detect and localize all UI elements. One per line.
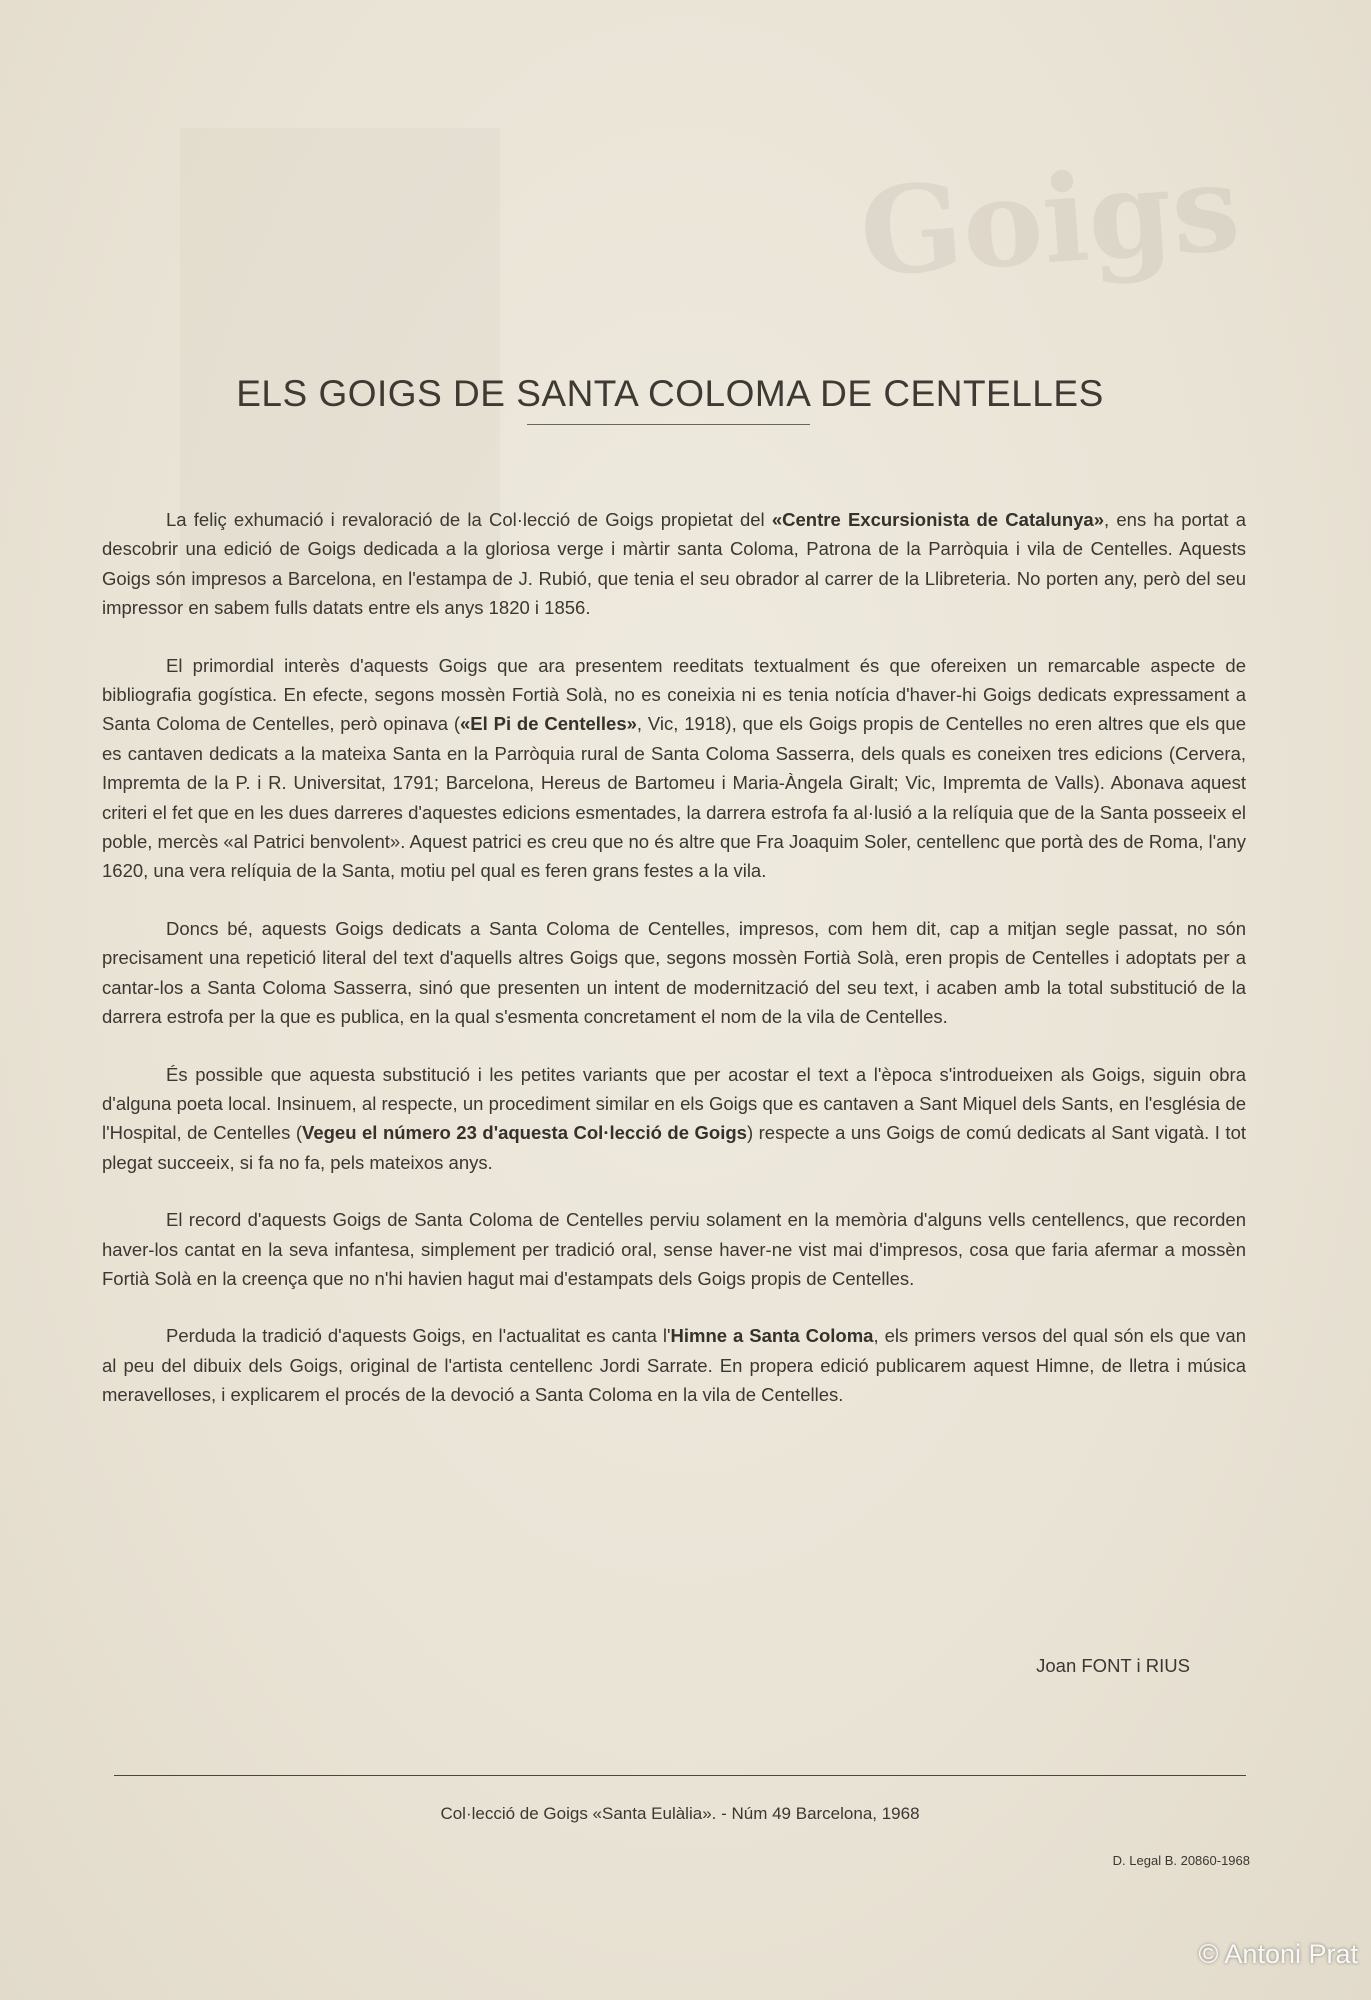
- author-signature: Joan FONT i RIUS: [1036, 1655, 1190, 1676]
- body-paragraph: [102, 651, 1246, 886]
- paragraph-text: Doncs bé, aquests Goigs dedicats a Santa Coloma de Centelles, impresos, com hem dit, cap a mitjan segle passat, no són precisament una repetició literal del text d'aquells altres Goigs que, segons mossèn Fortià Solà, eren propis de Centelles i adoptats per a cantar-los a Santa Coloma Sasserra, sinó que presenten un intent de modernització del seu text, i acaben amb la total substitució de la darrera estrofa per la que es publica, en la qual s'esmenta concretament el nom de la vila de Centelles.: [102, 917, 1246, 1028]
- document-body: [102, 505, 1246, 1438]
- title-divider: [527, 424, 810, 425]
- document-title: ELS GOIGS DE SANTA COLOMA DE CENTELLES: [236, 372, 1104, 414]
- paragraph-text: ) respecte a uns Goigs de comú dedicats al Sant vigatà. I tot plegat succeeix, si fa no fa, pels mateixos anys.: [102, 1122, 1246, 1173]
- copyright-watermark: © Antoni Prat: [1198, 1939, 1358, 1969]
- paragraph-text: , els primers versos del qual són els que van al peu del dibuix dels Goigs, original de l'artista centellenc Jordi Sarrate. En propera edició publicarem aquest Himne, de lletra i música meravelloses, i explicarem el procés de la devoció a Santa Coloma en la vila de Centelles.: [102, 1325, 1247, 1406]
- legal-deposit: D. Legal B. 20860-1968: [1112, 1853, 1250, 1868]
- paragraph-text: La feliç exhumació i revaloració de la Col·lecció de Goigs propietat del: [166, 509, 772, 530]
- body-paragraph: [102, 1060, 1246, 1178]
- paragraph-text: , Vic, 1918), que els Goigs propis de Centelles no eren altres que els que es cantaven dedicats a la mateixa Santa en la Parròquia rural de Santa Coloma Sasserra, dels quals es coneixen tres edicions (Cervera, Impremta de la P. i R. Universitat, 1791; Barcelona, Hereus de Bartomeu i Maria-Àngela Giralt; Vic, Impremta de Valls). Abonava aquest criteri el fet que en les dues darreres d'aquestes edicions esmentades, la darrera estrofa fa al·lusió a la relíquia que de la Santa posseeix el poble, mercès «al Patrici benvolent». Aquest patrici es creu que no és altre que Fra Joaquim Soler, centellenc que portà des de Roma, l'any 1620, una vera relíquia de la Santa, motiu pel qual es feren grans festes a la vila.: [102, 713, 1246, 882]
- body-paragraph: [102, 505, 1246, 623]
- body-paragraph: [102, 1321, 1246, 1409]
- bold-reference: «El Pi de Centelles»: [460, 713, 637, 735]
- bold-reference: Vegeu el número 23 d'aquesta Col·lecció de Goigs: [302, 1122, 747, 1144]
- body-paragraph: [102, 914, 1246, 1032]
- bold-reference: «Centre Excursionista de Catalunya»: [771, 509, 1105, 530]
- paragraph-text: El record d'aquests Goigs de Santa Coloma de Centelles perviu solament en la memòria d'alguns vells centellencs, que recorden haver-los cantat en la seva infantesa, simplement per tradició oral, sense haver-ne vist mai d'impresos, cosa que faria afermar a mossèn Fortià Solà en la creença que no n'hi havien hagut mai d'estampats dels Goigs propis de Centelles.: [102, 1209, 1246, 1289]
- paragraph-text: És possible que aquesta substitució i les petites variants que per acostar el text a l'època s'introdueixen als Goigs, siguin obra d'alguna poeta local. Insinuem, al respecte, un procediment similar en els Goigs que es cantaven a Sant Miquel dels Sants, en l'església de l'Hospital, de Centelles (: [102, 1063, 1246, 1144]
- paragraph-text: Perduda la tradició d'aquests Goigs, en l'actualitat es canta l': [166, 1325, 671, 1347]
- paragraph-text: , ens ha portat a descobrir una edició de Goigs dedicada a la gloriosa verge i màrtir santa Coloma, Patrona de la Parròquia i vila de Centelles. Aquests Goigs són impresos a Barcelona, en l'estampa de J. Rubió, que tenia el seu obrador al carrer de la Llibreteria. No porten any, però del seu impressor en sabem fulls datats entre els anys 1820 i 1856.: [102, 509, 1247, 619]
- bleed-through-handwriting: Goigs: [855, 136, 1245, 305]
- body-paragraph: [102, 1205, 1246, 1293]
- bold-reference: Himne a Santa Coloma: [670, 1325, 874, 1347]
- collection-footer: Col·lecció de Goigs «Santa Eulàlia». - Núm 49 Barcelona, 1968: [440, 1804, 920, 1823]
- paragraph-text: El primordial interès d'aquests Goigs que ara presentem reeditats textualment és que ofereixen un remarcable aspecte de bibliografia gogística. En efecte, segons mossèn Fortià Solà, no es coneixia ni es tenia notícia d'haver-hi Goigs dedicats expressament a Santa Coloma de Centelles, però opinava (: [102, 654, 1246, 735]
- footer-divider: [114, 1775, 1246, 1776]
